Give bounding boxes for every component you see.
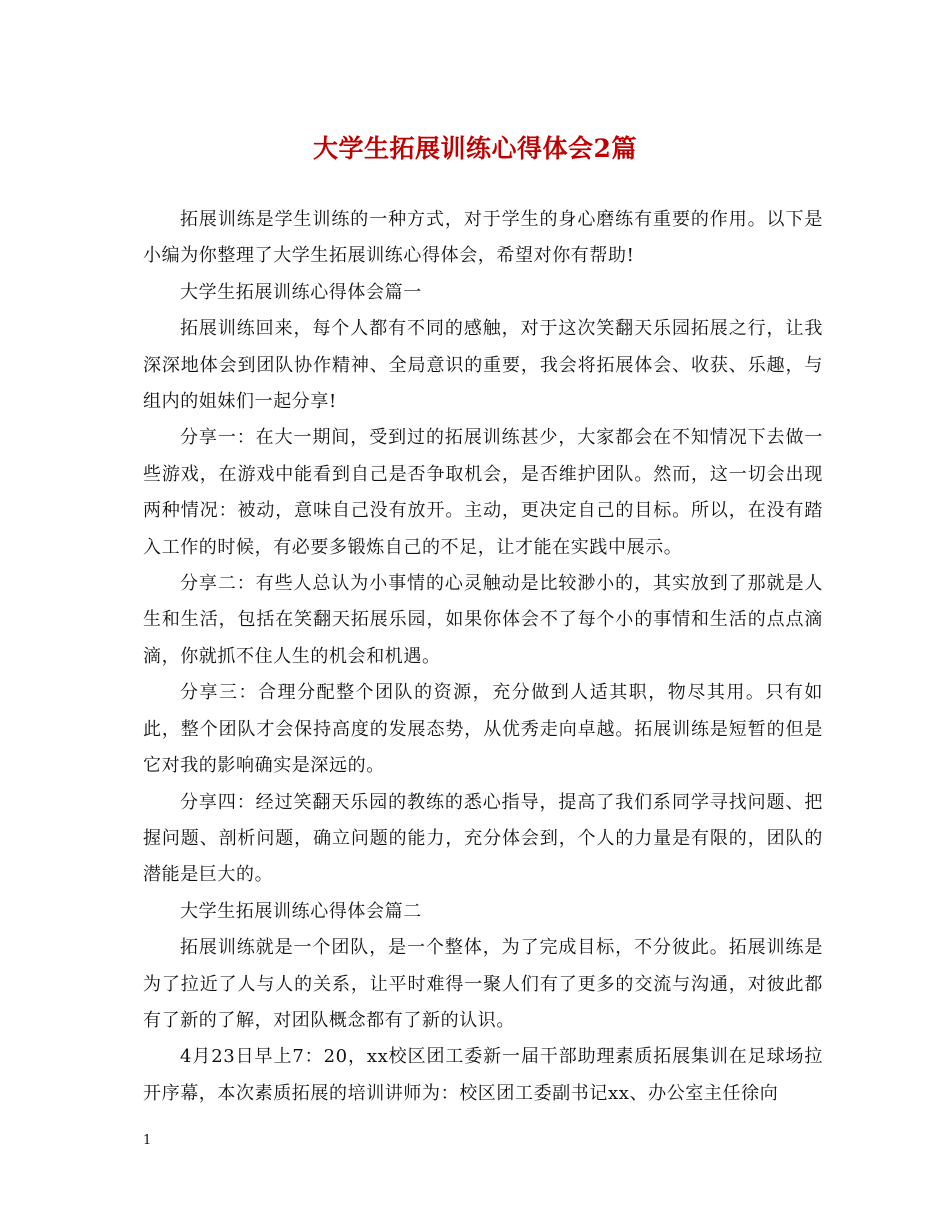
paragraph-intro: 拓展训练是学生训练的一种方式，对于学生的身心磨练有重要的作用。以下是小编为你整理了大学生拓展训练心得体会，希望对你有帮助! bbox=[143, 209, 823, 267]
paragraph-share-two: 分享二：有些人总认为小事情的心灵触动是比较渺小的，其实放到了那就是人生和生活，包括在笑翻天拓展乐园，如果你体会不了每个小的事情和生活的点点滴滴，你就抓不住人生的机会和机遇。 bbox=[143, 573, 823, 667]
document-title: 大学生拓展训练心得体会2篇 bbox=[313, 134, 637, 163]
paragraph-share-four: 分享四：经过笑翻天乐园的教练的悉心指导，提高了我们系同学寻找问题、把握问题、剖析问题，确立问题的能力，充分体会到，个人的力量是有限的，团队的潜能是巨大的。 bbox=[143, 791, 823, 886]
paragraph: 拓展训练就是一个团队，是一个整体，为了完成目标，不分彼此。拓展训练是为了拉近了人与人的关系，让平时难得一聚人们有了更多的交流与沟通，对彼此都有了新的了解，对团队概念都有了新的认识。 bbox=[143, 937, 823, 1031]
paragraph: 拓展训练回来，每个人都有不同的感触，对于这次笑翻天乐园拓展之行，让我深深地体会到团队协作精神、全局意识的重要，我会将拓展体会、收获、乐趣，与组内的姐妹们一起分享! bbox=[143, 318, 823, 413]
paragraph: 4月23日早上7：20，xx校区团工委新一届干部助理素质拓展集训在足球场拉开序幕，本次素质拓展的培训讲师为：校区团工委副书记xx、办公室主任徐向 bbox=[143, 1046, 823, 1104]
document-body bbox=[143, 202, 823, 1112]
page-number: 1 bbox=[143, 1133, 152, 1148]
section-heading-two: 大学生拓展训练心得体会篇二 bbox=[180, 900, 422, 922]
paragraph-share-three: 分享三：合理分配整个团队的资源，充分做到人适其职，物尽其用。只有如此，整个团队才会保持高度的发展态势，从优秀走向卓越。拓展训练是短暂的但是它对我的影响确实是深远的。 bbox=[143, 682, 823, 777]
section-heading-one: 大学生拓展训练心得体会篇一 bbox=[180, 281, 422, 303]
paragraph-share-one: 分享一：在大一期间，受到过的拓展训练甚少，大家都会在不知情况下去做一些游戏，在游戏中能看到自己是否争取机会，是否维护团队。然而，这一切会出现两种情况：被动，意味自己没有放开。主动，更决定自己的目标。所以，在没有踏入工作的时候，有必要多锻炼自己的不足，让才能在实践中展示。 bbox=[143, 427, 823, 558]
